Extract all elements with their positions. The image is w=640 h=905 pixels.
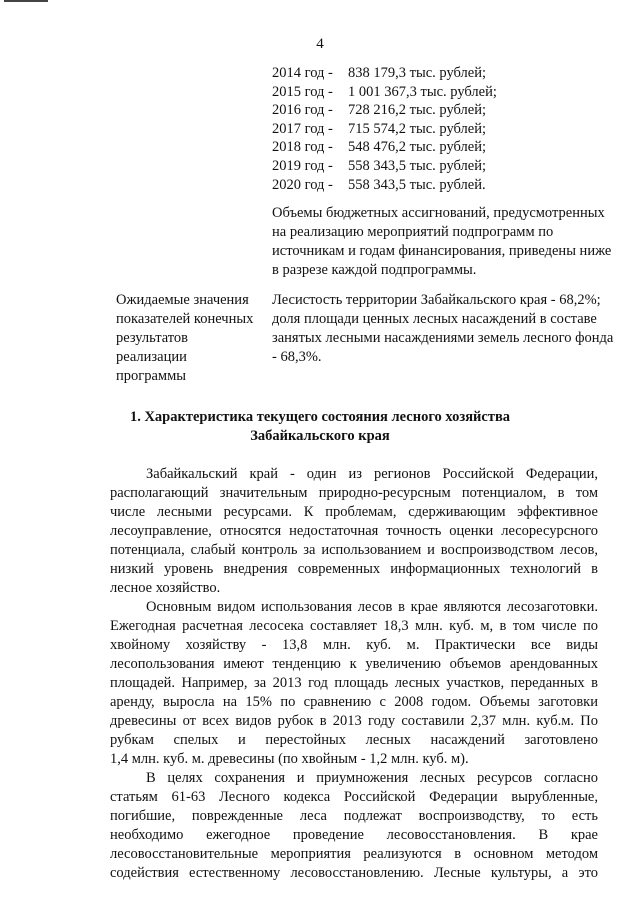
funding-row <box>272 120 497 139</box>
page-number: 4 <box>316 36 324 52</box>
funding-year: 2018 год - <box>272 139 333 156</box>
expected-results-label <box>116 291 266 386</box>
expected-results-value <box>272 291 640 367</box>
funding-note-line: в разрезе каждой подпрограммы. <box>272 262 477 278</box>
funding-note <box>272 204 632 280</box>
funding-amount: 728 216,2 тыс. рублей; <box>348 102 486 119</box>
funding-row <box>272 157 497 176</box>
funding-row <box>272 101 497 120</box>
body-line: потенциала, слабый контроль за использованием и воспроизводством лесов, <box>110 542 598 558</box>
funding-note-line: источникам и годам финансирования, приведены ниже <box>272 243 612 259</box>
section-heading <box>0 408 640 446</box>
body-line: погибшие, поврежденные леса подлежат воспроизводству, то есть <box>110 808 598 824</box>
body-line: статьям 61-63 Лесного кодекса Российской Федерации вырубленные, <box>110 789 598 805</box>
section-body <box>110 465 598 883</box>
expected-results-value-line: - 68,3%. <box>272 349 322 365</box>
funding-year: 2017 год - <box>272 120 333 137</box>
funding-year: 2014 год - <box>272 65 333 81</box>
body-line: Забайкальский край - один из регионов Российской Федерации, <box>146 466 598 482</box>
scan-edge-mark <box>4 0 48 2</box>
body-line: 1,4 млн. куб. м. древесины (по хвойным - 1,2 млн. куб. м). <box>110 751 469 767</box>
funding-note-line: на реализацию мероприятий подпрограмм по <box>272 224 554 240</box>
body-line: необходимо ежегодное проведение лесовосстановления. В крае <box>110 827 598 843</box>
body-line: лесное хозяйство. <box>110 580 221 596</box>
body-line: содействия естественному лесовосстановлению. Лесные культуры, а это <box>110 865 598 881</box>
funding-by-year-list <box>272 64 497 194</box>
section-heading-line: Забайкальского края <box>250 428 390 444</box>
funding-row <box>272 83 497 102</box>
body-line: древесины от всех видов рубок в 2013 году составили 2,37 млн. куб.м. По <box>110 713 598 729</box>
expected-results-label-line: программы <box>116 368 186 384</box>
body-line: Основным видом использования лесов в крае являются лесозаготовки. <box>146 599 598 615</box>
body-line: лесоуправление, относятся недостаточная точность оценки лесоресурсного <box>110 523 598 539</box>
body-line: хвойному хозяйству - 13,8 млн. куб. м. Практически все виды <box>110 637 598 653</box>
funding-row <box>272 138 497 157</box>
funding-amount: 558 343,5 тыс. рублей; <box>348 157 486 174</box>
body-line: лесовосстановительные мероприятия реализуются в основном методом <box>110 846 598 862</box>
expected-results-label-line: показателей конечных <box>116 311 254 327</box>
expected-results-label-line: реализации <box>116 349 187 365</box>
body-line: низкий уровень внедрения современных информационных технологий в <box>110 561 598 577</box>
expected-results-value-line: Лесистость территории Забайкальского края - 68,2%; <box>272 292 601 308</box>
expected-results-label-line: Ожидаемые значения <box>116 292 249 308</box>
funding-row <box>272 64 497 83</box>
expected-results-label-line: результатов <box>116 330 189 346</box>
expected-results-value-line: занятых лесными насаждениями земель лесного фонда <box>272 330 614 346</box>
body-line: располагающий значительным природно-ресурсным потенциалом, в том <box>110 485 598 501</box>
funding-amount: 838 179,3 тыс. рублей; <box>348 65 486 81</box>
funding-note-line: Объемы бюджетных ассигнований, предусмотренных <box>272 205 605 221</box>
expected-results-value-line: доля площади ценных лесных насаждений в составе <box>272 311 597 327</box>
body-line: аренду, выросла на 15% по сравнению с 2008 годом. Объемы заготовки <box>110 694 598 710</box>
funding-amount: 548 476,2 тыс. рублей; <box>348 139 486 156</box>
funding-year: 2019 год - <box>272 157 333 174</box>
funding-year: 2020 год - <box>272 176 333 193</box>
section-heading-line: 1. Характеристика текущего состояния лесного хозяйства <box>129 409 511 425</box>
body-line: Ежегодная расчетная лесосека составляет 18,3 млн. куб. м, в том числе по <box>110 618 598 634</box>
funding-amount: 715 574,2 тыс. рублей; <box>348 120 486 137</box>
funding-amount: 1 001 367,3 тыс. рублей; <box>348 83 497 100</box>
body-line: лесопользования имеют тенденцию к увеличению объемов арендованных <box>110 656 598 672</box>
body-line: площадей. Например, за 2013 год площадь лесных участков, переданных в <box>110 675 598 691</box>
body-line: В целях сохранения и приумножения лесных ресурсов согласно <box>146 770 598 786</box>
funding-year: 2015 год - <box>272 83 333 100</box>
body-line: рубкам спелых и перестойных лесных насаждений заготовлено <box>110 732 598 748</box>
funding-year: 2016 год - <box>272 102 333 119</box>
funding-amount: 558 343,5 тыс. рублей. <box>348 176 486 193</box>
funding-row <box>272 176 497 195</box>
body-line: числе лесными ресурсами. К проблемам, сдерживающим эффективное <box>110 504 598 520</box>
